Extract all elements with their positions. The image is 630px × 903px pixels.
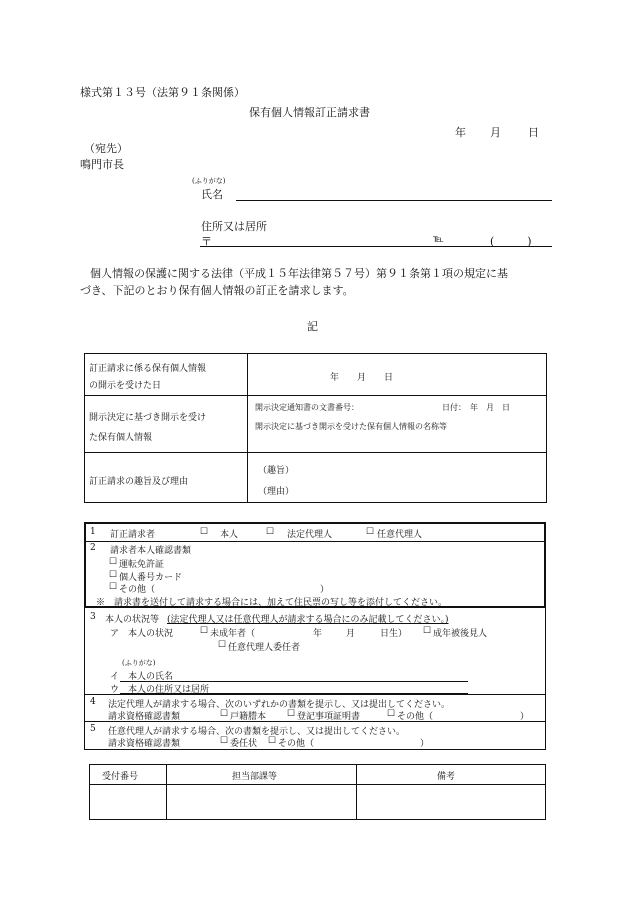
- checkbox-power-of-attorney[interactable]: [220, 736, 228, 746]
- item4-text: 法定代理人が請求する場合、次のいずれかの書類を提示し、又は提出してください。: [108, 700, 451, 710]
- opt-principal-label: 任意代理人委任者: [228, 643, 301, 653]
- opt-self-label: 本人: [220, 530, 239, 540]
- addressee-name: 鳴門市長: [80, 158, 124, 171]
- item4-number: 4: [90, 697, 96, 707]
- opt-registry-cert-label: 登記事項証明書: [297, 712, 361, 722]
- item2-label: 請求者本人確認書類: [110, 546, 192, 556]
- office-col-receipt: 受付番号: [102, 772, 139, 782]
- opt-other-voluntary-label: その他（: [278, 739, 315, 749]
- opt-mynumber-label: 個人番号カード: [119, 573, 183, 583]
- date-year: 年: [455, 126, 466, 139]
- tel-paren: ( ): [490, 235, 532, 248]
- name-field-line[interactable]: [236, 200, 552, 201]
- row2-label-2: た保有個人情報: [89, 433, 153, 443]
- opt-license-label: 運転免許証: [119, 560, 165, 570]
- table1-row-sep-2: [84, 452, 547, 453]
- ki-heading: 記: [307, 320, 318, 333]
- office-col-sep-2: [356, 764, 357, 820]
- checkbox-other-voluntary[interactable]: [268, 736, 276, 746]
- furigana-label: (ふりがな): [192, 177, 226, 185]
- checkbox-other-legal[interactable]: [387, 709, 395, 719]
- opt-other-voluntary-close: ）: [420, 739, 430, 749]
- mailing-note: ※ 請求書を送付して請求する場合には、加えて住民票の写し等を添付してください。: [96, 598, 448, 608]
- opt-voluntary-agent-label: 任意代理人: [377, 530, 423, 540]
- reason-label[interactable]: （理由）: [258, 487, 295, 497]
- body-text-line1: 個人情報の保護に関する法律（平成１５年法律第５７号）第９１条第１項の規定に基: [90, 267, 508, 280]
- checkbox-legal-agent[interactable]: [266, 527, 274, 537]
- opt-power-of-attorney-label: 委任状: [230, 739, 258, 749]
- checkbox-other-id[interactable]: [109, 582, 117, 592]
- minor-month-label: 月: [346, 629, 356, 639]
- minor-year-label: 年: [313, 629, 323, 639]
- row1-label-1: 訂正請求に係る保有個人情報: [89, 364, 207, 374]
- body-text-line2: づき、下記のとおり保有個人情報の訂正を請求します。: [80, 284, 354, 297]
- checkbox-minor[interactable]: [200, 626, 208, 636]
- item4-docs-label: 請求資格確認書類: [108, 712, 181, 722]
- item3-note: (法定代理人又は任意代理人が請求する場合にのみ記載してください。): [167, 615, 449, 625]
- opt-other-id-label: その他（: [119, 585, 156, 595]
- row2-label-1: 開示決定に基づき開示を受け: [89, 413, 207, 423]
- office-header-sep: [89, 784, 546, 785]
- item1-number: 1: [90, 527, 96, 537]
- row3-label: 訂正請求の趣旨及び理由: [89, 477, 189, 487]
- address-field-line[interactable]: [200, 246, 552, 247]
- checkbox-principal[interactable]: [218, 640, 226, 650]
- checkbox-adult-ward[interactable]: [423, 626, 431, 636]
- principal-address-line[interactable]: [120, 693, 468, 694]
- disclosure-date-field[interactable]: 年 月 日: [330, 373, 394, 383]
- tel-mark: ℡: [433, 234, 444, 245]
- date-month: 月: [490, 126, 501, 139]
- item5-text: 任意代理人が請求する場合、次の書類を提示し、又は提出してください。: [108, 727, 406, 737]
- item5-docs-label: 請求資格確認書類: [108, 739, 181, 749]
- table1-divider: [247, 353, 248, 503]
- item1-sep: [84, 541, 546, 542]
- info-name-label: 開示決定に基づき開示を受けた保有個人情報の名称等: [255, 422, 447, 431]
- opt-family-register-label: 戸籍謄本: [230, 712, 267, 722]
- postal-mark: 〒: [201, 235, 212, 248]
- item3-furigana: (ふりがな): [122, 659, 156, 667]
- row1-label-2: の開示を受けた日: [89, 381, 162, 391]
- opt-other-id-close: ）: [320, 585, 330, 595]
- item1-label: 訂正請求者: [110, 530, 156, 540]
- purpose-label[interactable]: （趣旨）: [258, 466, 295, 476]
- item3-a-label: ア 本人の状況: [110, 629, 174, 639]
- office-col-sep-1: [166, 764, 167, 820]
- checkbox-voluntary-agent[interactable]: [366, 527, 374, 537]
- opt-other-legal-close: ）: [520, 712, 530, 722]
- form-number: 様式第１３号（法第９１条関係）: [80, 86, 245, 99]
- opt-other-legal-label: その他（: [397, 712, 434, 722]
- office-col-department: 担当部課等: [232, 772, 278, 782]
- doc-number-label: 開示決定通知書の文書番号：: [255, 403, 359, 412]
- item3-label: 本人の状況等: [105, 615, 160, 625]
- doc-date-label: 日付： 年 月 日: [442, 403, 510, 412]
- checkbox-family-register[interactable]: [220, 709, 228, 719]
- item5-number: 5: [90, 724, 96, 734]
- opt-legal-agent-label: 法定代理人: [287, 530, 333, 540]
- document-title: 保有個人情報訂正請求書: [249, 106, 370, 119]
- checkbox-registry-cert[interactable]: [287, 709, 295, 719]
- table1-row-sep-1: [84, 395, 547, 396]
- minor-day-label: 日生）: [380, 629, 408, 639]
- opt-minor-label: 未成年者（: [210, 629, 256, 639]
- name-label: 氏名: [201, 188, 223, 201]
- opt-adult-ward-label: 成年被後見人: [433, 629, 488, 639]
- checkbox-license[interactable]: [109, 557, 117, 567]
- office-use-table: [89, 764, 546, 820]
- item2-number: 2: [90, 543, 96, 553]
- item3-u-label: ウ 本人の住所又は居所: [110, 685, 210, 695]
- addressee-label: （宛先）: [84, 142, 128, 155]
- date-day: 日: [528, 126, 539, 139]
- office-col-remarks: 備考: [437, 772, 456, 782]
- checkbox-self[interactable]: [200, 527, 208, 537]
- address-label: 住所又は居所: [201, 220, 267, 233]
- item3-number: 3: [90, 612, 96, 622]
- checkbox-mynumber[interactable]: [109, 570, 117, 580]
- item3-i-label: イ 本人の氏名: [110, 672, 174, 682]
